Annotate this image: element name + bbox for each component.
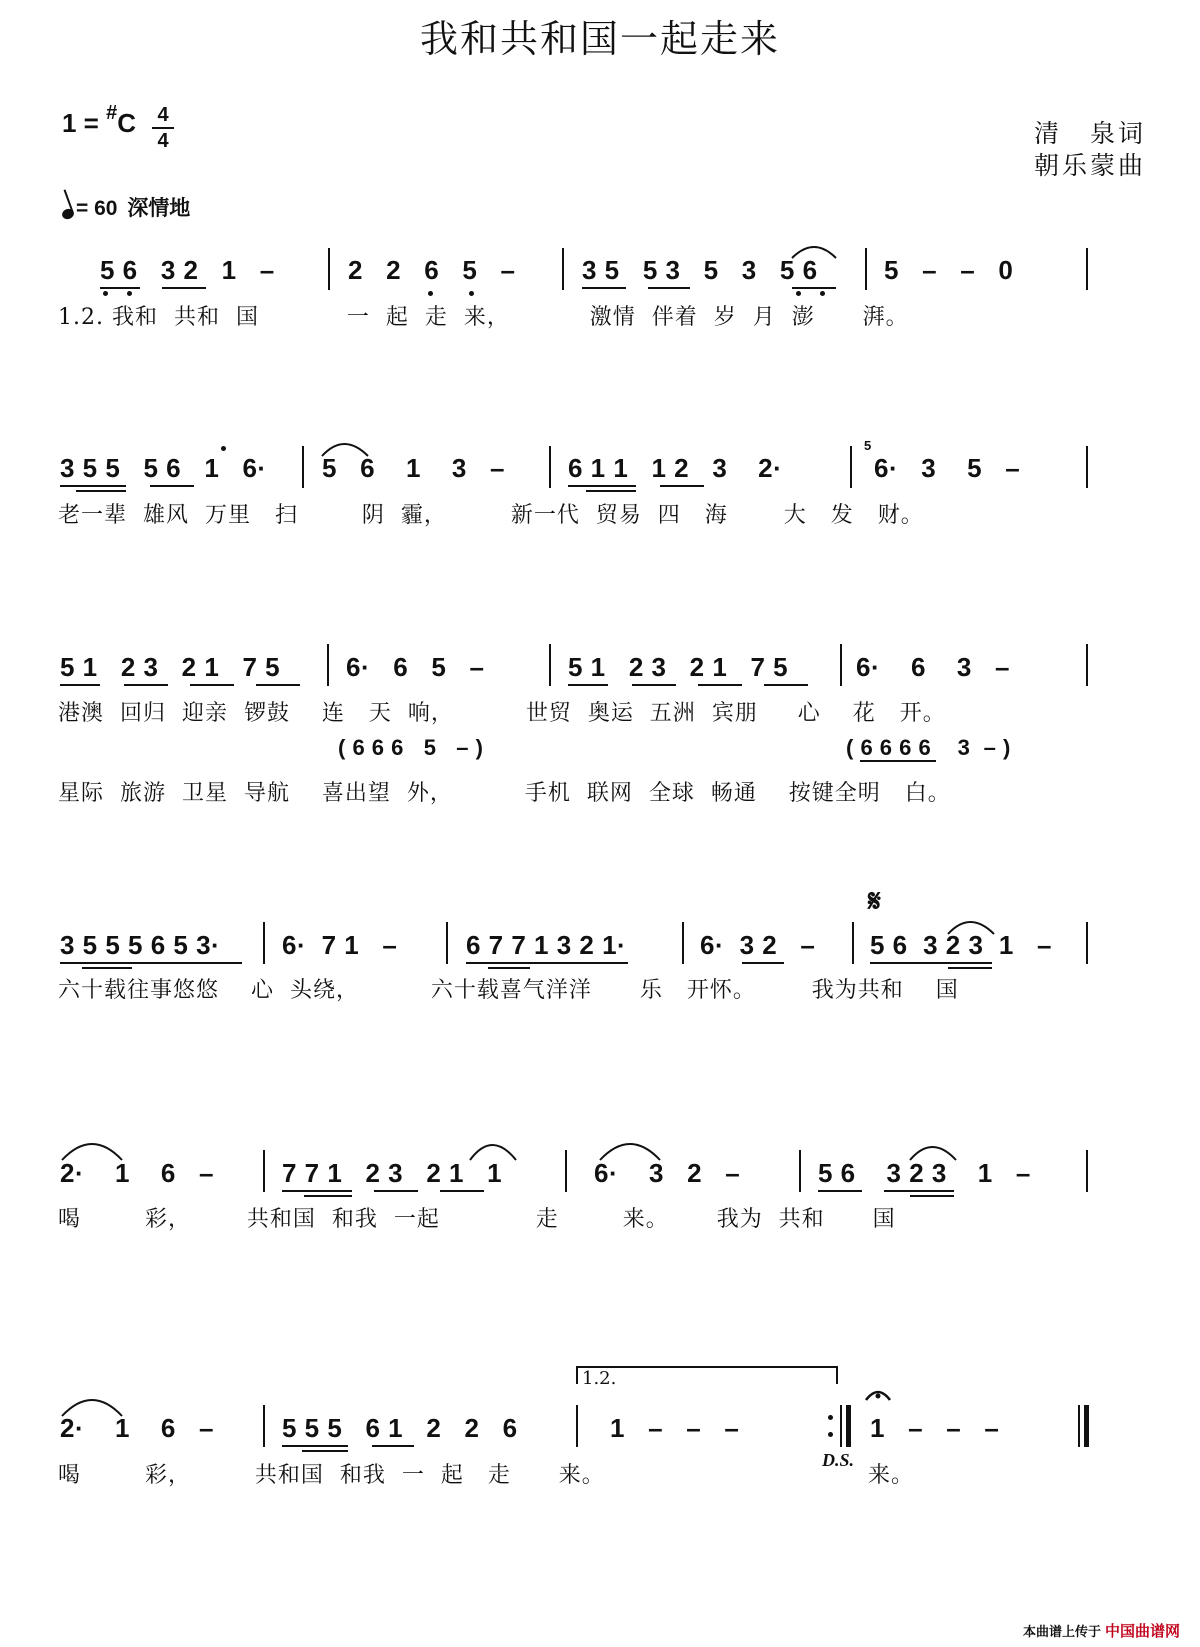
row3-measure2: 6· 6 5 –	[346, 652, 485, 682]
row4-lyrics: 六十载往事悠悠 心 头绕， 六十载喜气洋洋 乐 开怀。 我为共和 国	[58, 978, 959, 1003]
row5-measure2: 7 7 1 2 3 2 1 1	[282, 1158, 503, 1188]
row3-measure4: 6· 6 3 –	[856, 652, 1010, 682]
dal-segno-mark: D.S.	[822, 1450, 855, 1470]
volta-label: 1.2.	[582, 1368, 617, 1389]
row3-lyrics: 港澳 回归 迎亲 锣鼓 连 天 响， 世贸 奥运 五洲 宾朋 心 花 开。	[58, 701, 946, 726]
row3-lyrics-verse2: 星际 旅游 卫星 导航 喜出望 外， 手机 联网 全球 畅通 按键全明 白。	[58, 781, 951, 806]
fermata-dot	[876, 1394, 881, 1399]
song-title: 我和共和国一起走来	[419, 17, 780, 61]
time-bottom: 4	[157, 130, 169, 152]
composer-credit: 朝乐蒙曲	[1033, 151, 1146, 180]
row6-lyrics-end: 来。	[868, 1463, 915, 1488]
row3-alt-notes2: ( 6 6 6 6 3 – )	[846, 735, 1011, 760]
row4-measure2: 6· 7 1 –	[282, 930, 398, 960]
row2-measure1: 3 5 5 5 6 1 6·	[60, 453, 267, 483]
row5-measure1: 2· 1 6 –	[60, 1158, 214, 1188]
row1-measure3: 3 5 5 3 5 3 5 6	[582, 255, 818, 285]
row3-alt-notes: ( 6 6 6 5 – )	[338, 735, 484, 760]
row6-lyrics: 喝 彩， 共和国 和我 一 起 走 来。	[58, 1463, 605, 1488]
row6-measure1: 2· 1 6 –	[60, 1413, 214, 1443]
grace-note: 5	[864, 438, 872, 453]
footer-credit	[1023, 1620, 1180, 1641]
footer-text: 本曲谱上传于	[1022, 1624, 1101, 1639]
row2-measure2: 5 6 1 3 –	[322, 453, 505, 483]
row2-measure4: 6· 3 5 –	[874, 453, 1021, 483]
key-tonic: C	[117, 108, 137, 138]
row5-measure4: 5 6 3 2 3 1 –	[818, 1158, 1031, 1188]
row5-measure3: 6· 3 2 –	[594, 1158, 741, 1188]
row3-measure1: 5 1 2 3 2 1 7 5	[60, 652, 281, 682]
row1-measure1: 5 6 3 2 1 –	[100, 255, 275, 285]
row6-measure2: 5 5 5 6 1 2 2 6	[282, 1413, 518, 1443]
row6-measure4: 1 – – –	[870, 1413, 1000, 1443]
row5-lyrics: 喝 彩， 共和国 和我 一起 走 来。 我为 共和 国	[58, 1207, 896, 1232]
row1-measure4: 5 – – 0	[884, 255, 1014, 285]
slur	[470, 1145, 516, 1160]
row2-measure3: 6 1 1 1 2 3 2·	[568, 453, 783, 483]
row4-measure5: 5 6 3 2 3 1 –	[870, 930, 1052, 960]
row2-lyrics: 老一辈 雄风 万里 扫 阴 霾， 新一代 贸易 四 海 大 发 财。	[58, 503, 924, 528]
row6-measure3: 1 – – –	[610, 1413, 740, 1443]
slur	[62, 1144, 122, 1160]
tempo-bpm: = 60	[76, 197, 118, 220]
row4-measure3: 6 7 7 1 3 2 1·	[466, 930, 627, 960]
lyricist-credit: 清 泉词	[1033, 119, 1146, 148]
slur	[910, 1147, 956, 1160]
sharp-sign: #	[106, 102, 118, 124]
slur	[62, 1400, 122, 1416]
row4-measure4: 6· 3 2 –	[700, 930, 816, 960]
time-top: 4	[157, 104, 169, 126]
expression-mark: 深情地	[127, 197, 191, 220]
row1-measure2: 2 2 6 5 –	[348, 255, 516, 285]
row3-measure3: 5 1 2 3 2 1 7 5	[568, 652, 789, 682]
row4-measure1: 3 5 5 5 6 5 3·	[60, 930, 221, 960]
slur	[322, 444, 368, 456]
slur	[792, 247, 836, 258]
site-logo: 中国曲谱网	[1104, 1623, 1180, 1640]
slur	[948, 922, 994, 934]
slur	[600, 1144, 660, 1160]
segno-sign: 𝄋	[868, 884, 881, 919]
row1-lyrics: 1.2. 我和 共和 国 一 起 走 来， 激情 伴着 岁 月 澎 湃。	[58, 305, 909, 330]
key-prefix: 1 =	[62, 108, 99, 138]
